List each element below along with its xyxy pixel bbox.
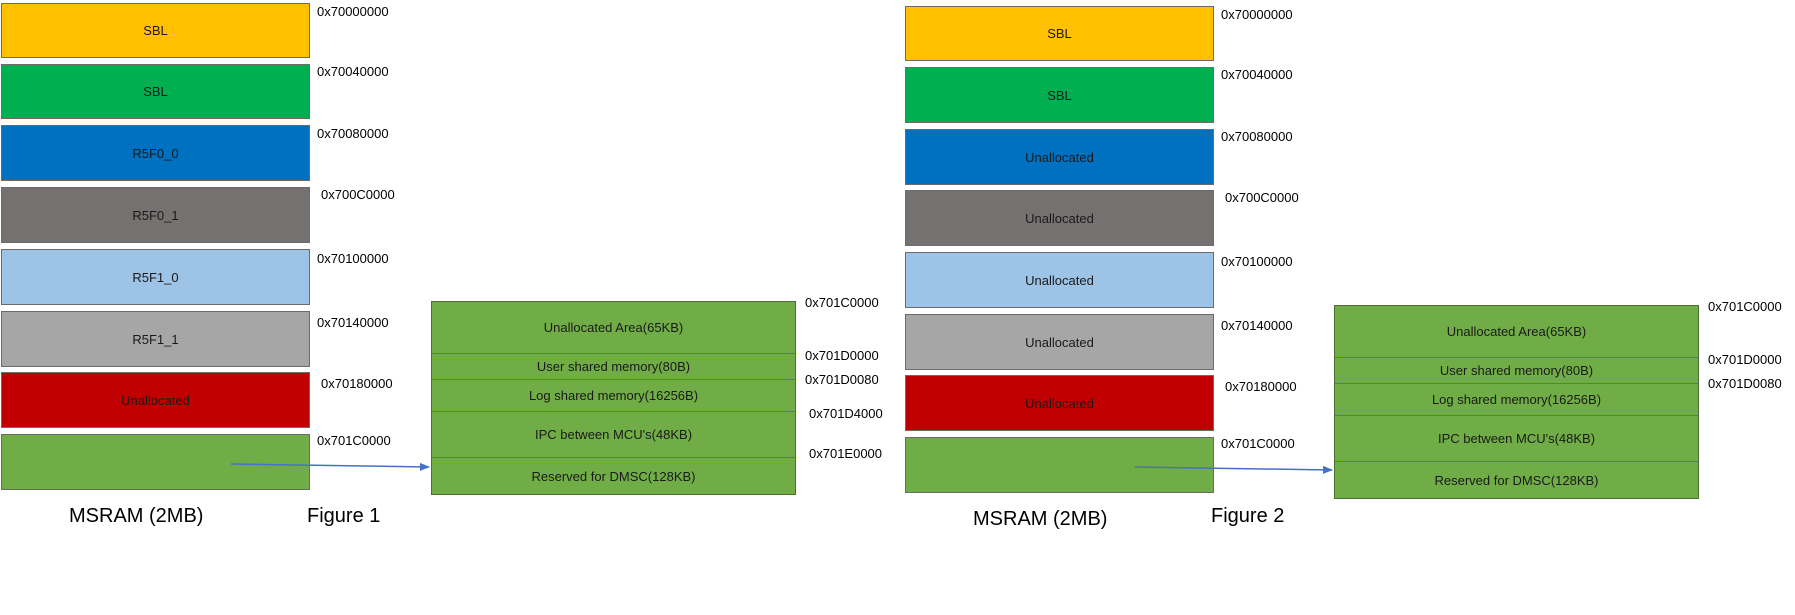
f1-block-label: Unallocated [121,392,190,408]
f2-address: 0x70080000 [1221,129,1293,144]
f2-address: 0x70180000 [1225,379,1297,394]
f2-address: 0x70000000 [1221,7,1293,22]
f2-block-label: Unallocated [1025,149,1094,165]
f1-block-label: R5F0_0 [132,145,179,161]
f2-row-label: IPC between MCU's(48KB) [1437,431,1596,446]
f2-address: 0x701C0000 [1221,436,1295,451]
f2-row-label: Log shared memory(16256B) [1431,392,1602,407]
f1-address: 0x701C0000 [317,433,391,448]
f2-address: 0x700C0000 [1225,190,1299,205]
f1-address: 0x70040000 [317,64,389,79]
f1-address: 0x70080000 [317,126,389,141]
f1-expanded-address: 0x701D0000 [805,348,879,363]
f2-address: 0x70040000 [1221,67,1293,82]
f1-memory-caption: MSRAM (2MB) [69,505,204,527]
f1-row-label: IPC between MCU's(48KB) [534,427,693,442]
f2-block-label: SBL [1047,87,1072,103]
f1-block-label: R5F0_1 [132,207,179,223]
f2-block-label: Unallocated [1025,395,1094,411]
f2-address: 0x70100000 [1221,254,1293,269]
f1-address: 0x70100000 [317,251,389,266]
f1-address: 0x70000000 [317,4,389,19]
f2-block-label: Unallocated [1025,210,1094,226]
f2-block-label: SBL [1047,26,1072,41]
f1-row-label: Reserved for DMSC(128KB) [531,469,696,484]
f2-row-label: Reserved for DMSC(128KB) [1434,473,1599,488]
f1-block-label: SBL [143,84,168,99]
f1-figure-label: Figure 1 [307,505,381,527]
f2-expand-arrow [1135,467,1332,470]
f2-memory-caption: MSRAM (2MB) [973,508,1108,530]
f2-block-label: Unallocated [1025,334,1094,350]
f2-expanded-address: 0x701C0000 [1708,299,1782,314]
f1-expand-arrow [231,464,429,467]
f2-row-label: Unallocated Area(65KB) [1446,324,1587,339]
f1-block-label: R5F1_0 [132,269,179,285]
f1-expanded-address: 0x701E0000 [809,446,883,461]
f1-row-label: Log shared memory(16256B) [528,388,699,403]
f1-row-label: User shared memory(80B) [536,359,691,374]
f1-expanded-address: 0x701D4000 [809,406,883,421]
f2-expanded-address: 0x701D0000 [1708,352,1782,367]
f2-expanded-address: 0x701D0080 [1708,376,1782,391]
f1-expanded-address: 0x701C0000 [805,295,879,310]
f2-address: 0x70140000 [1221,318,1293,333]
f1-address: 0x700C0000 [321,187,395,202]
f1-block-label: SBL [143,23,168,38]
f2-block-label: Unallocated [1025,272,1094,288]
f1-address: 0x70140000 [317,315,389,330]
f2-row-label: User shared memory(80B) [1439,363,1594,378]
f2-figure-label: Figure 2 [1211,505,1285,527]
f1-address: 0x70180000 [321,376,393,391]
f1-expanded-address: 0x701D0080 [805,372,879,387]
f1-row-label: Unallocated Area(65KB) [543,320,684,335]
f1-block-label: R5F1_1 [132,331,179,347]
